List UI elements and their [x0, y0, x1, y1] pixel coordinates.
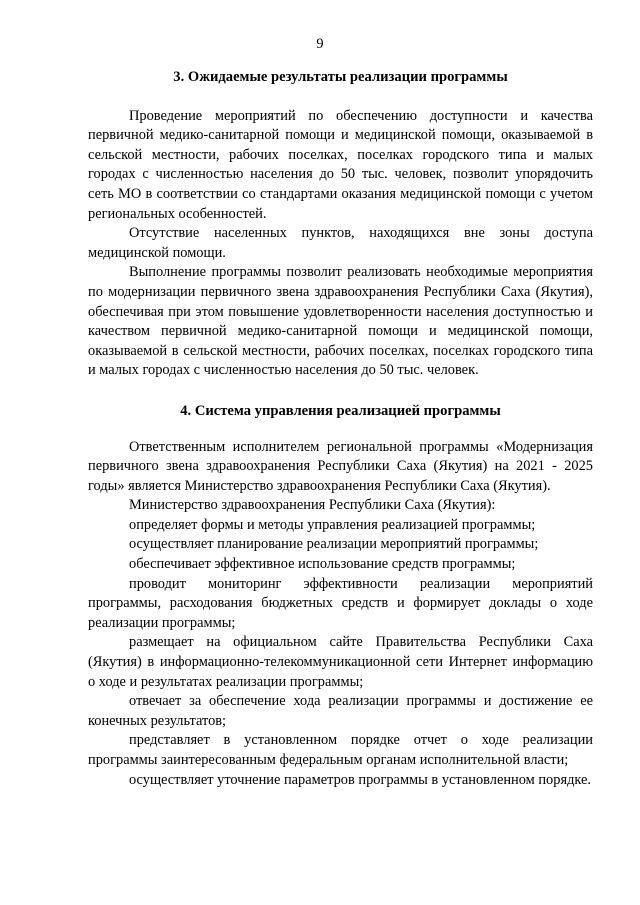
section-3-body — [88, 107, 593, 381]
list-item: осуществляет планирование реализации мероприятий программы; — [129, 536, 539, 553]
list-item: осуществляет уточнение параметров программы в установленном порядке. — [129, 771, 592, 788]
document-body — [88, 68, 593, 790]
list-item: размещает на официальном сайте Правительства Республики Саха (Якутия) в информационно-телекоммуникационной сети Интернет информацию о ходе и результатах реализации программы; — [88, 634, 593, 690]
section-4-heading: 4. Система управления реализацией программы — [180, 402, 501, 419]
page-number: 9 — [316, 36, 324, 52]
paragraph: Министерство здравоохранения Республики Саха (Якутия): — [129, 497, 496, 514]
paragraph: Ответственным исполнителем региональной программы «Модернизация первичного звена здравоохранения Республики Саха (Якутия) на 2021 - 2025 годы» является Министерство здравоохранения Республики Саха (Якутия). — [88, 438, 593, 494]
paragraph: Проведение мероприятий по обеспечению доступности и качества первичной медико-санитарной помощи и медицинской помощи, оказываемой в сельской местности, рабочих поселках, поселках городского типа и малых городах с численностью населения до 50 тыс. человек, позволит упорядочить сеть МО в соответствии со стандартами оказания медицинской помощи с учетом региональных особенностей. — [88, 107, 593, 222]
list-item: обеспечивает эффективное использование средств программы; — [129, 556, 516, 573]
section-4-body — [88, 438, 593, 791]
list-item: отвечает за обеспечение хода реализации программы и достижение ее конечных результатов; — [88, 693, 593, 729]
section-3-heading: 3. Ожидаемые результаты реализации программы — [173, 69, 508, 85]
list-item: проводит мониторинг эффективности реализации мероприятий программы, расходования бюджетных средств и формирует доклады о ходе реализации программы; — [88, 575, 593, 631]
paragraph: Выполнение программы позволит реализовать необходимые мероприятия по модернизации первичного звена здравоохранения Республики Саха (Якутия), обеспечивая при этом повышение удовлетворенности населения доступностью и качеством первичной медико-санитарной помощи и медицинской помощи, оказываемой в сельской местности, рабочих поселках, поселках городского типа и малых городах с численностью населения до 50 тыс. человек. — [88, 264, 593, 379]
list-item: представляет в установленном порядке отчет о ходе реализации программы заинтересованным федеральным органам исполнительной власти; — [88, 732, 593, 768]
list-item: определяет формы и методы управления реализацией программы; — [129, 516, 536, 533]
paragraph: Отсутствие населенных пунктов, находящихся вне зоны доступа медицинской помощи. — [88, 225, 593, 261]
